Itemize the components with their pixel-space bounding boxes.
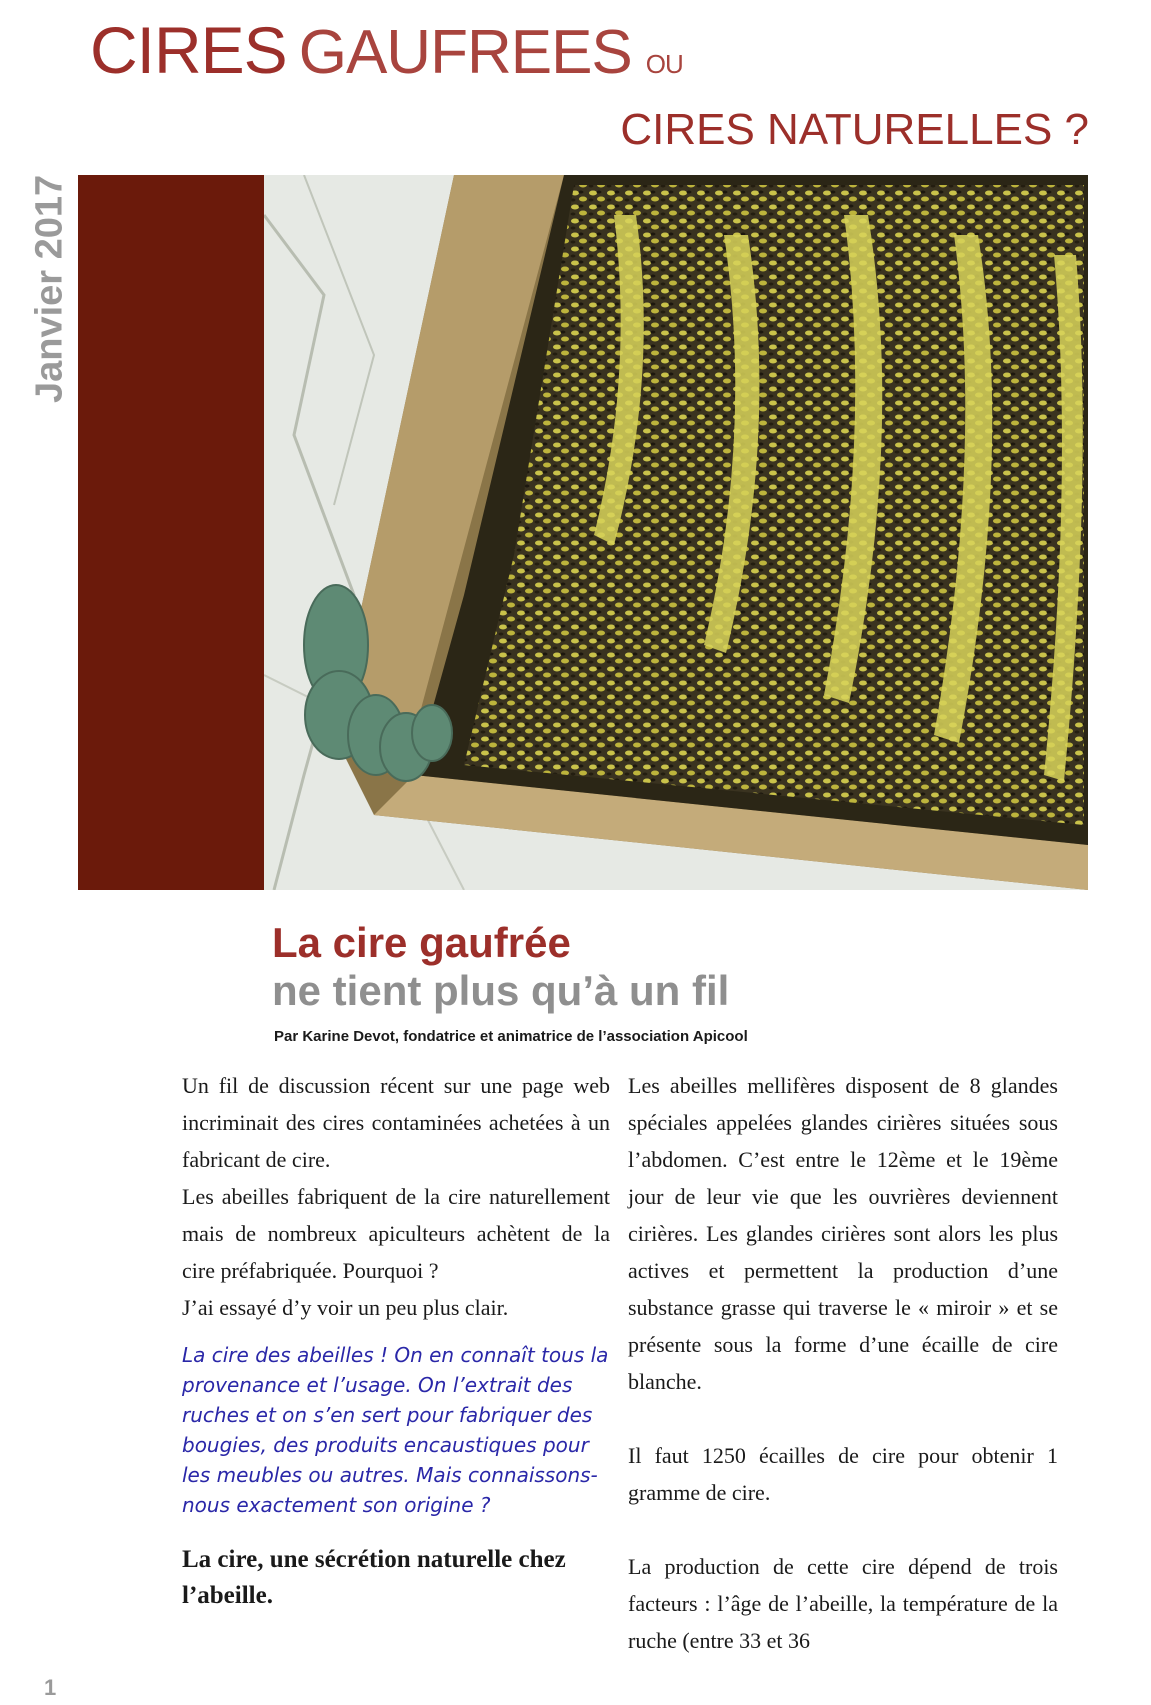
article-byline: Par Karine Devot, fondatrice et animatrice de l’association Apicool [274, 1028, 748, 1045]
right-paragraph-2: Il faut 1250 écailles de cire pour obtenir 1 gramme de cire. [628, 1443, 1058, 1505]
issue-date: Janvier 2017 [28, 175, 71, 404]
page-subtitle: CIRES NATURELLES ? [620, 105, 1089, 154]
left-paragraph-1: Un fil de discussion récent sur une page web incriminait des cires contaminées achetées à un fabricant de cire. [182, 1073, 610, 1172]
paragraph-gap [628, 1400, 1058, 1437]
decorative-side-bar [78, 175, 264, 890]
article-heading: La cire gaufrée [272, 919, 571, 966]
paragraph-gap [628, 1511, 1058, 1548]
left-paragraph-3: J’ai essayé d’y voir un peu plus clair. [182, 1295, 509, 1320]
intro-quote: La cire des abeilles ! On en connaît tous la provenance et l’usage. On l’extrait des ruches et on s’en sert pour fabriquer des bougies, des produits encaustiques pour les meubles ou autres. Mais connaissons-nous exactement son origine ? [182, 1343, 609, 1517]
title-word-ou: OU [645, 49, 683, 79]
title-word-cires: CIRES [90, 13, 287, 87]
article-subheading: ne tient plus qu’à un fil [272, 967, 730, 1014]
right-paragraph-1: Les abeilles mellifères disposent de 8 glandes spéciales appelées glandes cirières situées sous l’abdomen. C’est entre le 12ème et le 19ème jour de leur vie que les ouvrières deviennent cirières. Les glandes cirières sont alors les plus actives et permettent la production d’une substance grasse qui traverse le « miroir » et se présente sous la forme d’une écaille de cire blanche. [628, 1073, 1058, 1394]
left-paragraph-2: Les abeilles fabriquent de la cire naturellement mais de nombreux apiculteurs achètent de la cire préfabriquée. Pourquoi ? [182, 1184, 610, 1283]
left-column [182, 1067, 610, 1614]
right-column [628, 1067, 1058, 1659]
beehive-illustration [264, 175, 1088, 890]
page-number: 1 [44, 1675, 57, 1700]
right-paragraph-3: La production de cette cire dépend de trois facteurs : l’âge de l’abeille, la température de la ruche (entre 33 et 36 [628, 1554, 1058, 1653]
section-subhead: La cire, une sécrétion naturelle chez l’abeille. [182, 1546, 566, 1609]
title-word-gaufrees: GAUFREES [298, 18, 632, 87]
page-title [90, 10, 683, 104]
beehive-photo [264, 175, 1088, 890]
